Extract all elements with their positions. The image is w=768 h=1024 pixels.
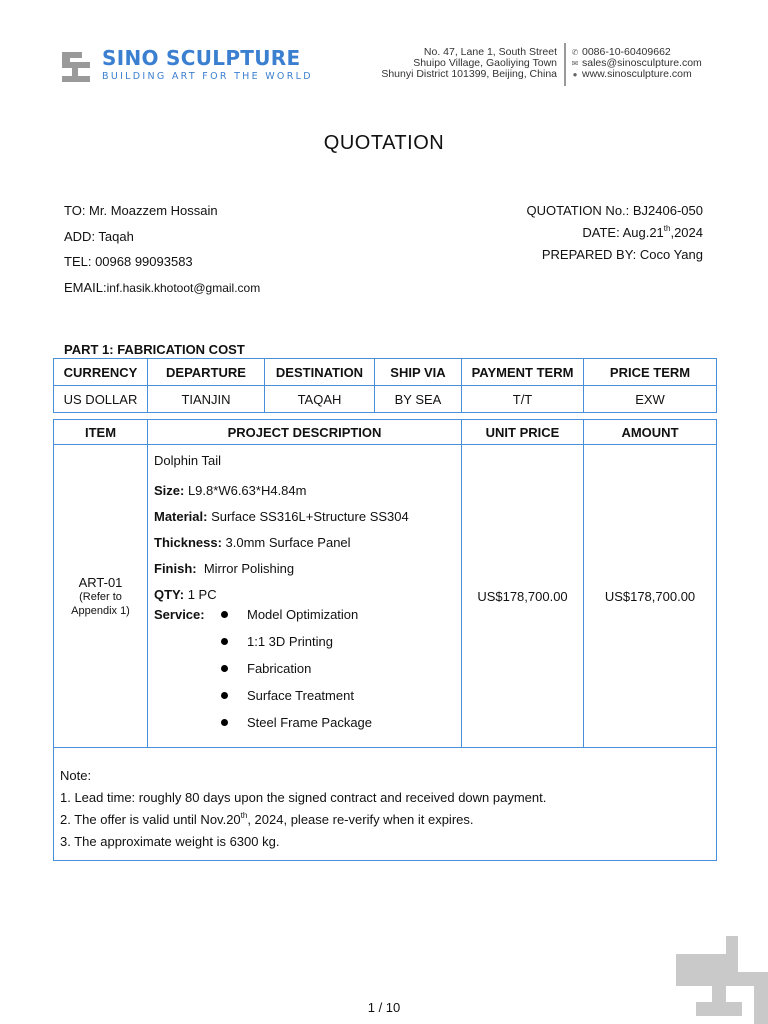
bullet-icon bbox=[221, 611, 228, 618]
spec-finish: Finish: Mirror Polishing bbox=[154, 561, 295, 576]
recipient-block bbox=[64, 203, 260, 306]
description-cell bbox=[148, 445, 462, 748]
list-item: 1:1 3D Printing bbox=[221, 634, 372, 661]
quotation-meta bbox=[526, 203, 703, 269]
table-header-row bbox=[54, 420, 717, 445]
address-line: Shuipo Village, Gaoliying Town bbox=[413, 57, 557, 70]
header-cell: ITEM bbox=[54, 420, 148, 445]
bullet-icon bbox=[221, 638, 228, 645]
list-item: Fabrication bbox=[221, 661, 372, 688]
bullet-icon bbox=[221, 665, 228, 672]
service-section bbox=[154, 607, 461, 730]
table-row bbox=[54, 386, 717, 413]
table-header-row bbox=[54, 359, 717, 386]
header-cell: CURRENCY bbox=[54, 359, 148, 386]
table-cell: TIANJIN bbox=[148, 386, 265, 413]
company-contacts bbox=[570, 47, 702, 81]
bullet-icon bbox=[221, 692, 228, 699]
globe-icon: ● bbox=[572, 70, 578, 80]
item-reference: Appendix 1) bbox=[71, 604, 130, 617]
list-item: Model Optimization bbox=[221, 607, 372, 634]
service-list bbox=[221, 607, 372, 742]
header-cell: PAYMENT TERM bbox=[462, 359, 584, 386]
table-cell: EXW bbox=[584, 386, 717, 413]
table-cell: BY SEA bbox=[375, 386, 462, 413]
items-table bbox=[53, 419, 717, 861]
phone-number: 0086-10-60409662 bbox=[582, 46, 671, 58]
header-cell: PROJECT DESCRIPTION bbox=[148, 420, 462, 445]
note-line: 2. The offer is valid until Nov.20th, 2024, please re-verify when it expires. bbox=[60, 811, 474, 827]
bullet-icon bbox=[221, 719, 228, 726]
header-cell: PRICE TERM bbox=[584, 359, 717, 386]
terms-table bbox=[53, 358, 717, 413]
item-reference: (Refer to bbox=[79, 590, 122, 603]
header-cell: UNIT PRICE bbox=[462, 420, 584, 445]
unit-price: US$178,700.00 bbox=[462, 445, 584, 748]
table-cell: TAQAH bbox=[265, 386, 375, 413]
notes-cell bbox=[54, 748, 717, 861]
item-code: ART-01 bbox=[78, 574, 123, 590]
notes-row bbox=[54, 748, 717, 861]
spec-thickness: Thickness: 3.0mm Surface Panel bbox=[154, 535, 351, 550]
section-title: PART 1: FABRICATION COST bbox=[64, 342, 245, 357]
prepared-by: PREPARED BY: Coco Yang bbox=[541, 247, 703, 262]
project-name: Dolphin Tail bbox=[154, 453, 221, 468]
table-cell: US DOLLAR bbox=[54, 386, 148, 413]
header-cell: SHIP VIA bbox=[375, 359, 462, 386]
service-label: Service: bbox=[154, 607, 205, 622]
mail-icon: ✉ bbox=[571, 59, 579, 69]
page-number: 1 / 10 bbox=[367, 1000, 401, 1015]
spec-material: Material: Surface SS316L+Structure SS304 bbox=[154, 509, 409, 524]
document-title: QUOTATION bbox=[323, 132, 445, 154]
address-line: Shunyi District 101399, Beijing, China bbox=[381, 68, 557, 81]
company-logo-icon bbox=[60, 50, 92, 84]
list-item: Surface Treatment bbox=[221, 688, 372, 715]
website: www.sinosculpture.com bbox=[582, 68, 692, 81]
phone-icon: ✆ bbox=[571, 48, 579, 57]
spec-size: Size: L9.8*W6.63*H4.84m bbox=[154, 483, 307, 498]
contact-email: sales@sinosculpture.com bbox=[582, 57, 702, 70]
spec-qty: QTY: 1 PC bbox=[154, 587, 217, 602]
table-cell: T/T bbox=[462, 386, 584, 413]
note-line: 3. The approximate weight is 6300 kg. bbox=[60, 834, 280, 849]
email-label: EMAIL: bbox=[64, 280, 107, 296]
header-cell: DESTINATION bbox=[265, 359, 375, 386]
brand-block bbox=[102, 46, 313, 83]
address-line: No. 47, Lane 1, South Street bbox=[423, 46, 557, 58]
recipient-name: TO: Mr. Moazzem Hossain bbox=[64, 203, 218, 218]
brand-name: SINO SCULPTURE bbox=[102, 46, 301, 70]
brand-tagline: BUILDING ART FOR THE WORLD bbox=[102, 71, 313, 82]
amount: US$178,700.00 bbox=[584, 445, 717, 748]
recipient-address: ADD: Taqah bbox=[64, 228, 134, 244]
item-code-cell bbox=[54, 445, 148, 748]
recipient-email bbox=[64, 280, 260, 306]
note-line: 1. Lead time: roughly 80 days upon the signed contract and received down payment. bbox=[60, 790, 547, 805]
quotation-date: DATE: Aug.21th,2024 bbox=[582, 224, 703, 240]
table-row bbox=[54, 445, 717, 748]
company-address bbox=[381, 47, 557, 81]
list-item: Steel Frame Package bbox=[221, 715, 372, 742]
header-cell: DEPARTURE bbox=[148, 359, 265, 386]
notes-heading: Note: bbox=[60, 768, 92, 783]
watermark-logo-icon bbox=[676, 932, 768, 1024]
header-divider bbox=[564, 43, 566, 86]
recipient-tel: TEL: 00968 99093583 bbox=[64, 254, 193, 270]
email-value: inf.hasik.khotoot@gmail.com bbox=[106, 281, 261, 296]
quotation-number: QUOTATION No.: BJ2406-050 bbox=[526, 203, 703, 218]
header-cell: AMOUNT bbox=[584, 420, 717, 445]
